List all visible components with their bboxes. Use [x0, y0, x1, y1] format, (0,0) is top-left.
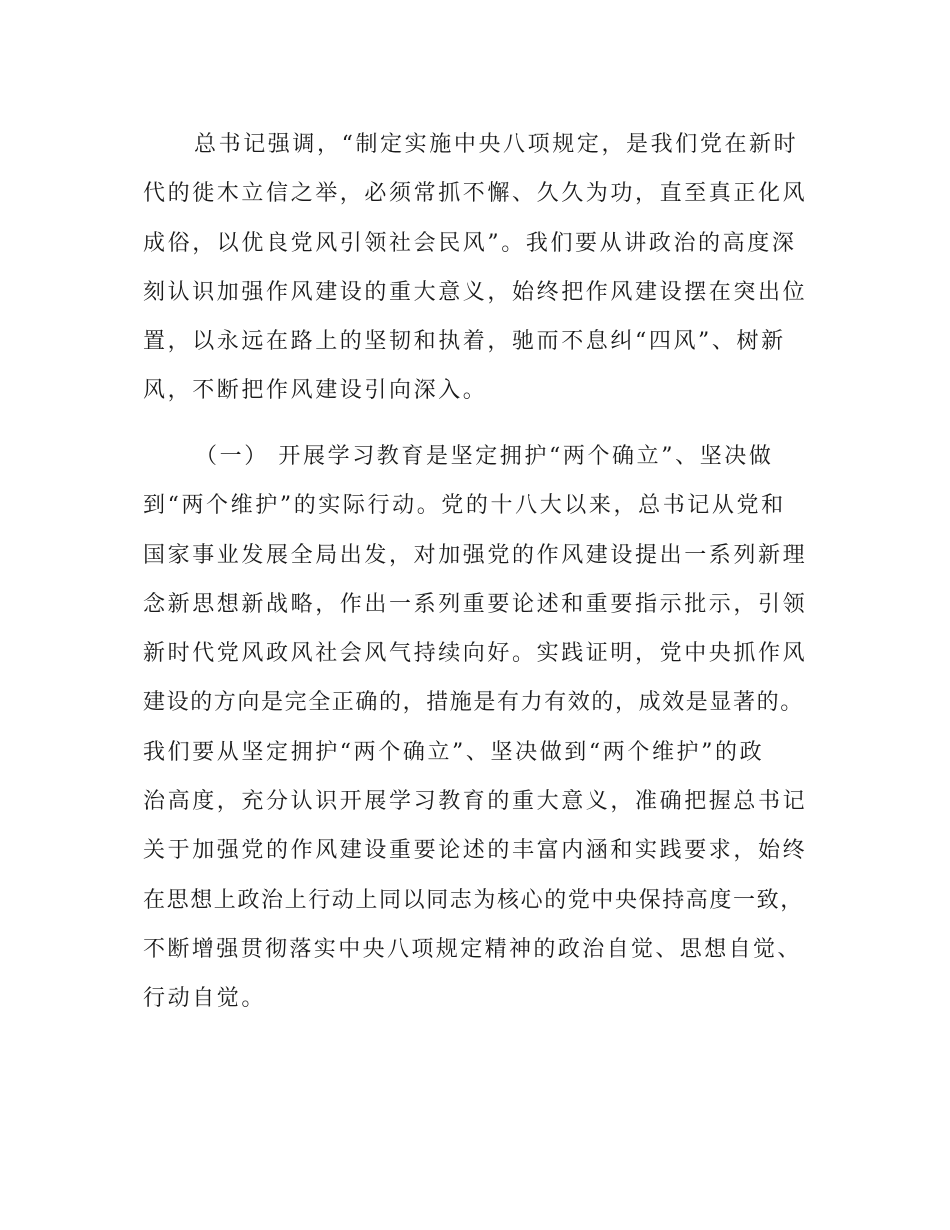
paragraph-section-one — [143, 432, 843, 1024]
paragraph-intro — [143, 120, 843, 416]
text-line: 治高度，充分认识开展学习教育的重大意义，准确把握总书记 — [143, 789, 808, 815]
text-line: 刻认识加强作风建设的重大意义，始终把作风建设摆在突出位 — [143, 279, 808, 305]
text-line: 行动自觉。 — [143, 986, 267, 1012]
text-line: 建设的方向是完全正确的，措施是有力有效的，成效是显著的。 — [143, 690, 804, 716]
text-line: 代的徙木立信之举，必须常抓不懈、久久为功，直至真正化风 — [143, 181, 808, 207]
text-line: 关于加强党的作风建设重要论述的丰富内涵和实践要求，始终 — [143, 838, 808, 864]
text-line: 成俗，以优良党风引领社会民风”。我们要从讲政治的高度深 — [143, 230, 797, 256]
text-line: 国家事业发展全局出发，对加强党的作风建设提出一系列新理 — [143, 542, 808, 568]
text-line: 置，以永远在路上的坚韧和执着，驰而不息纠“四风”、树新 — [143, 329, 786, 355]
text-line: 念新思想新战略，作出一系列重要论述和重要指示批示，引领 — [143, 591, 808, 617]
text-line: 新时代党风政风社会风气持续向好。实践证明，党中央抓作风 — [143, 641, 808, 667]
text-line: 我们要从坚定拥护“两个确立”、坚决做到“两个维护”的政 — [143, 739, 765, 765]
text-line: 不断增强贯彻落实中央八项规定精神的政治自觉、思想自觉、 — [143, 936, 802, 962]
text-line: 在思想上政治上行动上同以同志为核心的党中央保持高度一致， — [143, 887, 804, 913]
section-heading-line: （一） 开展学习教育是坚定拥护“两个确立”、坚决做 — [195, 444, 774, 469]
text-line: 到“两个维护”的实际行动。党的十八大以来，总书记从党和 — [143, 493, 786, 519]
text-line: 风，不断把作风建设引向深入。 — [143, 378, 488, 404]
text-line: 总书记强调，“制定实施中央八项规定，是我们党在新时 — [194, 132, 799, 157]
